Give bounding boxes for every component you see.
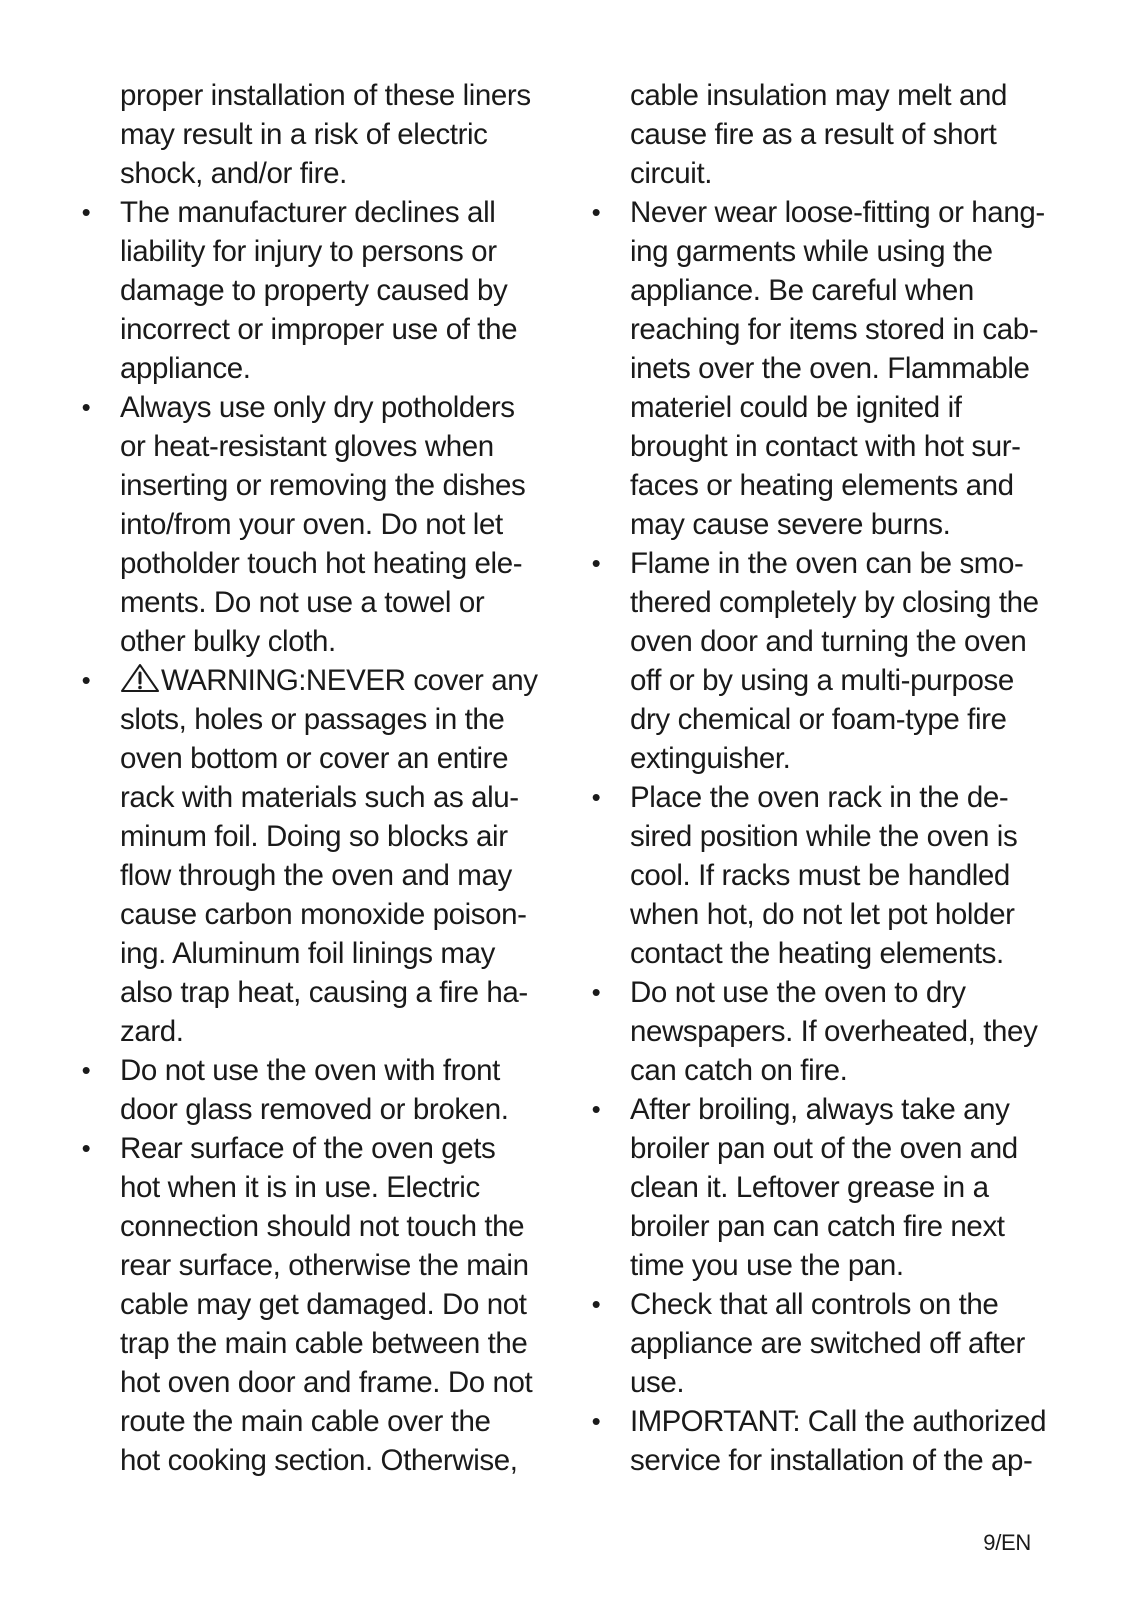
text-line: service for installation of the ap-	[630, 1444, 1033, 1477]
text-line: materiel could be ignited if	[630, 391, 962, 424]
list-item	[591, 1285, 1050, 1402]
text-line: broiler pan can catch fire next	[630, 1210, 1005, 1243]
bullet: •	[591, 548, 601, 578]
continuation-paragraph	[120, 76, 530, 193]
bullet: •	[81, 1133, 91, 1163]
list-item	[81, 1129, 533, 1480]
text-line: reaching for items stored in cab-	[630, 313, 1039, 346]
bullet: •	[591, 197, 601, 227]
bullet: •	[81, 665, 91, 695]
text-line: door glass removed or broken.	[120, 1093, 509, 1126]
bullet: •	[591, 782, 601, 812]
text-line: into/from your oven. Do not let	[120, 508, 503, 541]
text-line: incorrect or improper use of the	[120, 313, 518, 346]
text-line: oven door and turning the oven	[630, 625, 1027, 658]
left-column	[81, 76, 538, 1480]
text-line: Always use only dry potholders	[120, 391, 515, 424]
warning-list-item	[81, 661, 538, 1051]
text-line: other bulky cloth.	[120, 625, 336, 658]
text-line: or heat-resistant gloves when	[120, 430, 494, 463]
text-line: inets over the oven. Flammable	[630, 352, 1030, 385]
text-line: extinguisher.	[630, 742, 791, 775]
continuation-paragraph	[630, 76, 1050, 193]
text-line: cause fire as a result of short	[630, 118, 997, 151]
text-line: Place the oven rack in the de-	[630, 781, 1009, 814]
text-line: Check that all controls on the	[630, 1288, 999, 1321]
text-line: newspapers. If overheated, they	[630, 1015, 1038, 1048]
bullet: •	[591, 1406, 601, 1436]
list-item	[591, 193, 1050, 544]
text-line: Do not use the oven to dry	[630, 976, 966, 1009]
bullet: •	[81, 392, 91, 422]
list-item	[591, 973, 1050, 1090]
text-line: circuit.	[630, 157, 713, 190]
bullet: •	[591, 1094, 601, 1124]
text-line: can catch on fire.	[630, 1054, 848, 1087]
text-line: off or by using a multi-purpose	[630, 664, 1014, 697]
text-line: time you use the pan.	[630, 1249, 904, 1282]
text-line: The manufacturer declines all	[120, 196, 496, 229]
text-line: liability for injury to persons or	[120, 235, 497, 268]
list-item	[81, 388, 530, 661]
text-line: may cause severe burns.	[630, 508, 951, 541]
text-line: brought in contact with hot sur-	[630, 430, 1021, 463]
text-line: slots, holes or passages in the	[120, 703, 505, 736]
text-line: rear surface, otherwise the main	[120, 1249, 529, 1282]
bullet: •	[591, 977, 601, 1007]
page-number: 9/EN	[983, 1530, 1031, 1555]
text-line: Do not use the oven with front	[120, 1054, 500, 1087]
text-line: cable insulation may melt and	[630, 79, 1008, 112]
text-line: contact the heating elements.	[630, 937, 1004, 970]
text-line: rack with materials such as alu-	[120, 781, 519, 814]
text-line: use.	[630, 1366, 685, 1399]
text-line: Rear surface of the oven gets	[120, 1132, 496, 1165]
text-line: appliance.	[120, 352, 251, 385]
bullet: •	[591, 1289, 601, 1319]
text-line: cable may get damaged. Do not	[120, 1288, 527, 1321]
text-line: zard.	[120, 1015, 184, 1048]
list-item	[591, 544, 1050, 778]
text-line: thered completely by closing the	[630, 586, 1039, 619]
text-line: when hot, do not let pot holder	[630, 898, 1015, 931]
text-line: clean it. Leftover grease in a	[630, 1171, 989, 1204]
text-line: Never wear loose-fitting or hang-	[630, 196, 1045, 229]
list-item	[591, 778, 1050, 973]
text-line: also trap heat, causing a fire ha-	[120, 976, 528, 1009]
text-line: hot oven door and frame. Do not	[120, 1366, 533, 1399]
bullet: •	[81, 197, 91, 227]
warning-triangle-icon	[120, 663, 160, 693]
text-line: route the main cable over the	[120, 1405, 491, 1438]
text-line: hot when it is in use. Electric	[120, 1171, 480, 1204]
warning-text: NEVER cover any	[305, 664, 538, 697]
text-line: inserting or removing the dishes	[120, 469, 526, 502]
text-line: ing garments while using the	[630, 235, 993, 268]
text-line: faces or heating elements and	[630, 469, 1014, 502]
right-column	[591, 76, 1050, 1480]
text-line	[120, 661, 538, 700]
text-line: proper installation of these liners	[120, 79, 531, 112]
text-line: damage to property caused by	[120, 274, 508, 307]
text-line: minum foil. Doing so blocks air	[120, 820, 508, 853]
text-line: sired position while the oven is	[630, 820, 1018, 853]
text-line: After broiling, always take any	[630, 1093, 1010, 1126]
text-line: hot cooking section. Otherwise,	[120, 1444, 518, 1477]
list-item	[591, 1090, 1050, 1285]
text-line	[630, 1402, 1050, 1441]
text-line: broiler pan out of the oven and	[630, 1132, 1018, 1165]
important-list-item	[591, 1402, 1050, 1480]
text-line: ments. Do not use a towel or	[120, 586, 485, 619]
text-line: flow through the oven and may	[120, 859, 512, 892]
text-line: shock, and/or fire.	[120, 157, 347, 190]
text-line: trap the main cable between the	[120, 1327, 528, 1360]
bullet: •	[81, 1055, 91, 1085]
text-line: cause carbon monoxide poison-	[120, 898, 527, 931]
text-line: Flame in the oven can be smo-	[630, 547, 1024, 580]
text-line: appliance are switched off after	[630, 1327, 1025, 1360]
text-line: may result in a risk of electric	[120, 118, 488, 151]
important-label: IMPORTANT:	[630, 1405, 800, 1438]
text-line: dry chemical or foam-type fire	[630, 703, 1007, 736]
important-text: Call the authorized	[799, 1405, 1047, 1438]
text-line: appliance. Be careful when	[630, 274, 974, 307]
text-line: oven bottom or cover an entire	[120, 742, 509, 775]
list-item	[81, 193, 530, 388]
text-line: potholder touch hot heating ele-	[120, 547, 523, 580]
warning-label: WARNING:	[161, 664, 306, 697]
text-line: ing. Aluminum foil linings may	[120, 937, 495, 970]
text-line: cool. If racks must be handled	[630, 859, 1010, 892]
list-item	[81, 1051, 530, 1129]
text-line: connection should not touch the	[120, 1210, 525, 1243]
